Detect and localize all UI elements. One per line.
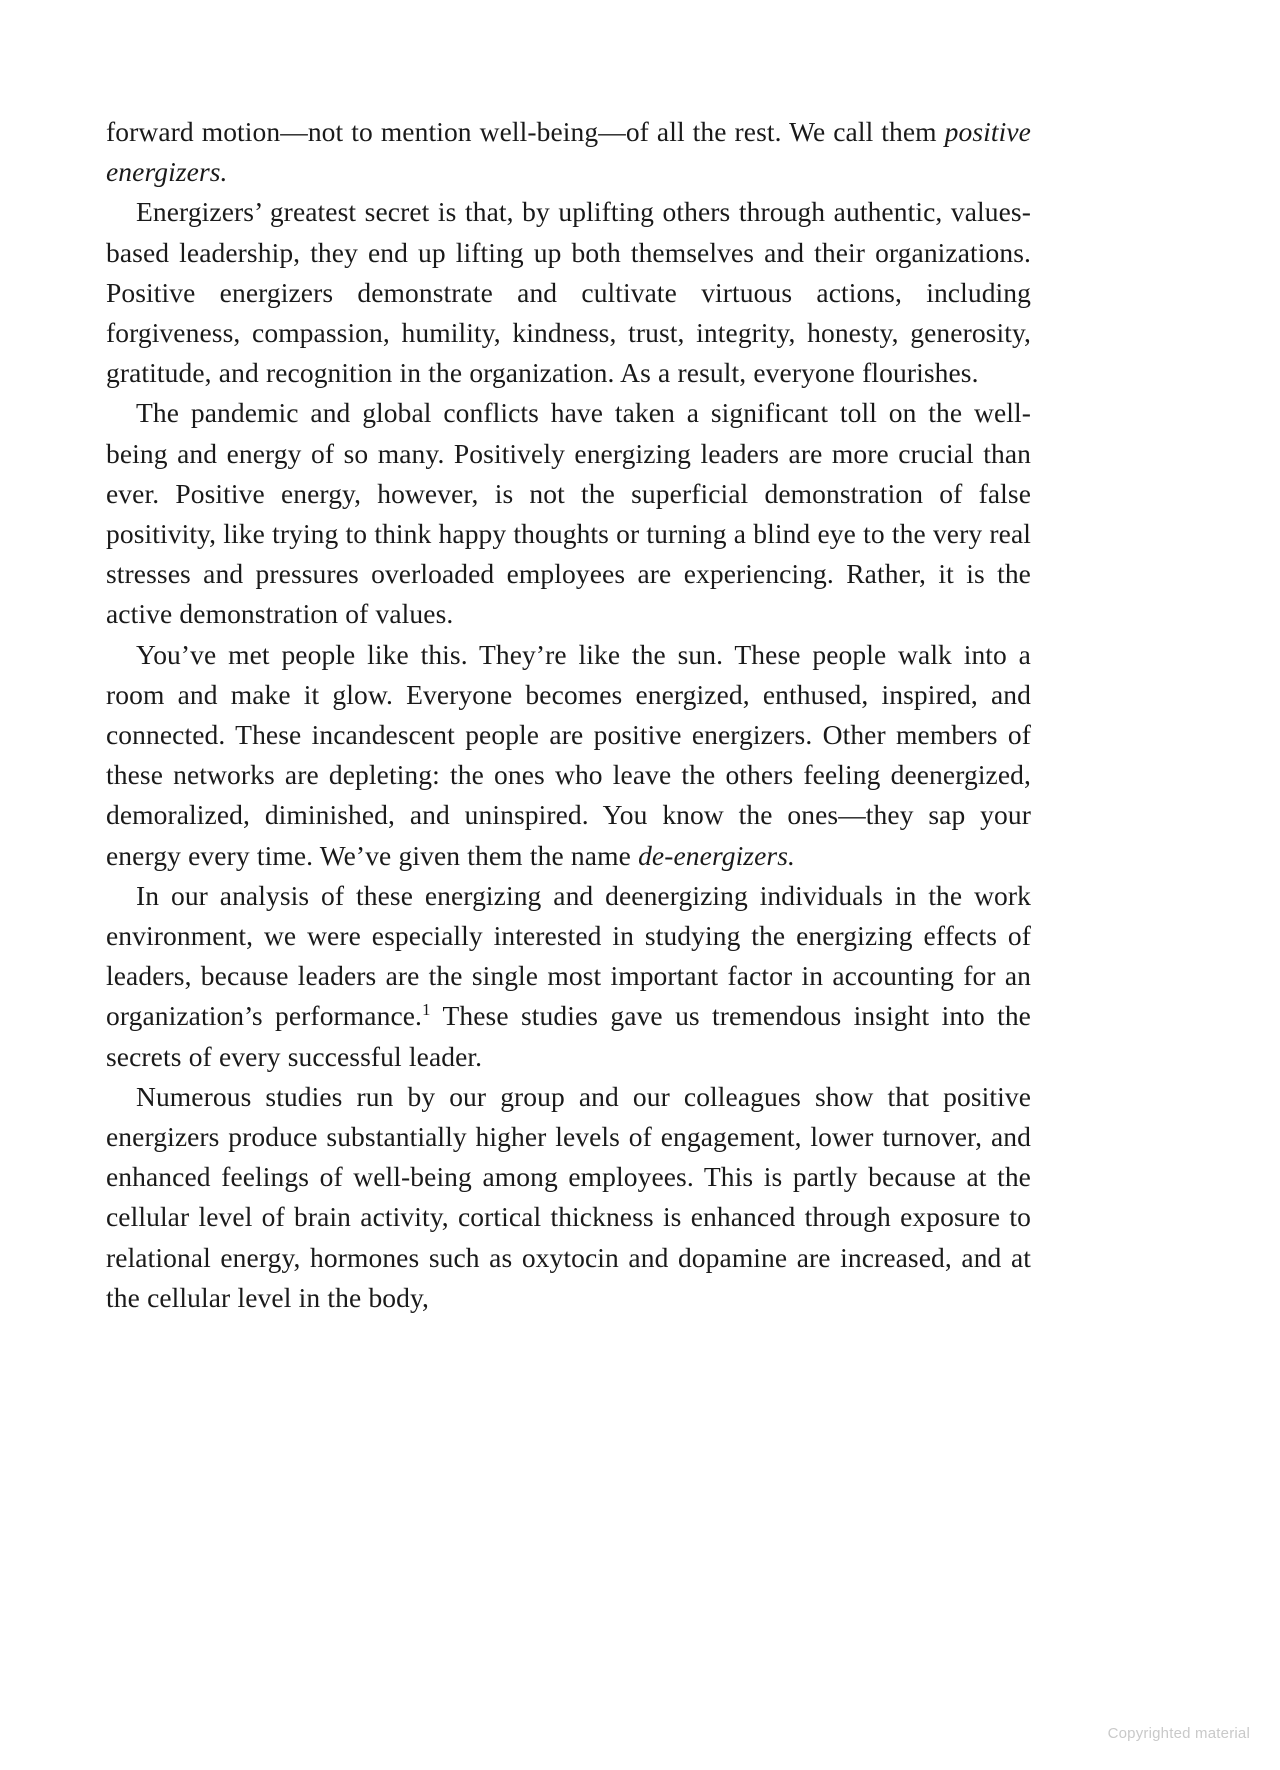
para-numerous-studies xyxy=(106,1077,1031,1318)
para-forward-motion xyxy=(106,112,1031,192)
para-our-analysis xyxy=(106,876,1031,1077)
text-run: You’ve met people like this. They’re like the sun. These people walk into a room and make it glow. Everyone becomes energized, enthused, inspired, and connected. These incandescent people are positive energizers. Other members of these networks are depleting: the ones who leave the others feeling deenergized, demoralized, diminished, and uninspired. You know the ones—they sap your energy every time. We’ve given them the name xyxy=(106,638,1031,871)
para-energizers-secret xyxy=(106,192,1031,393)
copyright-notice: Copyrighted material xyxy=(1107,1725,1250,1742)
text-run: Energizers’ greatest secret is that, by uplifting others through authentic, values-based leadership, they end up lifting up both themselves and their organizations. Positive energizers demonstrate and cultivate virtuous actions, including forgiveness, compassion, humility, kindness, trust, integrity, honesty, generosity, gratitude, and recognition in the organization. As a result, everyone flourishes. xyxy=(106,196,1031,389)
body-text-column xyxy=(106,112,1031,1318)
paragraph-list xyxy=(106,112,1031,1318)
italic-run: positive energizers. xyxy=(106,116,1031,188)
text-run: These studies gave us tremendous insight into the secrets of every successful leader. xyxy=(106,1000,1031,1072)
text-run: The pandemic and global conflicts have taken a significant toll on the well-being and energy of so many. Positively energizing leaders are more crucial than ever. Positive energy, however, is not the superficial demonstration of false positivity, like trying to think happy thoughts or turning a blind eye to the very real stresses and pressures overloaded employees are experiencing. Rather, it is the active demonstration of values. xyxy=(106,397,1031,630)
text-run: forward motion—not to mention well-being—of all the rest. We call them xyxy=(106,116,945,147)
para-pandemic xyxy=(106,393,1031,634)
text-run: In our analysis of these energizing and deenergizing individuals in the work environment, we were especially interested in studying the energizing effects of leaders, because leaders are the single most important factor in accounting for an organization’s performance. xyxy=(106,879,1031,1032)
footnote-marker: 1 xyxy=(422,1000,431,1020)
italic-run: de-energizers. xyxy=(638,839,795,871)
text-run: Numerous studies run by our group and our colleagues show that positive energizers produce substantially higher levels of engagement, lower turnover, and enhanced feelings of well-being among employees. This is partly because at the cellular level of brain activity, cortical thickness is enhanced through exposure to relational energy, hormones such as oxytocin and dopamine are increased, and at the cellular level in the body, xyxy=(106,1080,1031,1313)
para-youve-met-people xyxy=(106,635,1031,876)
